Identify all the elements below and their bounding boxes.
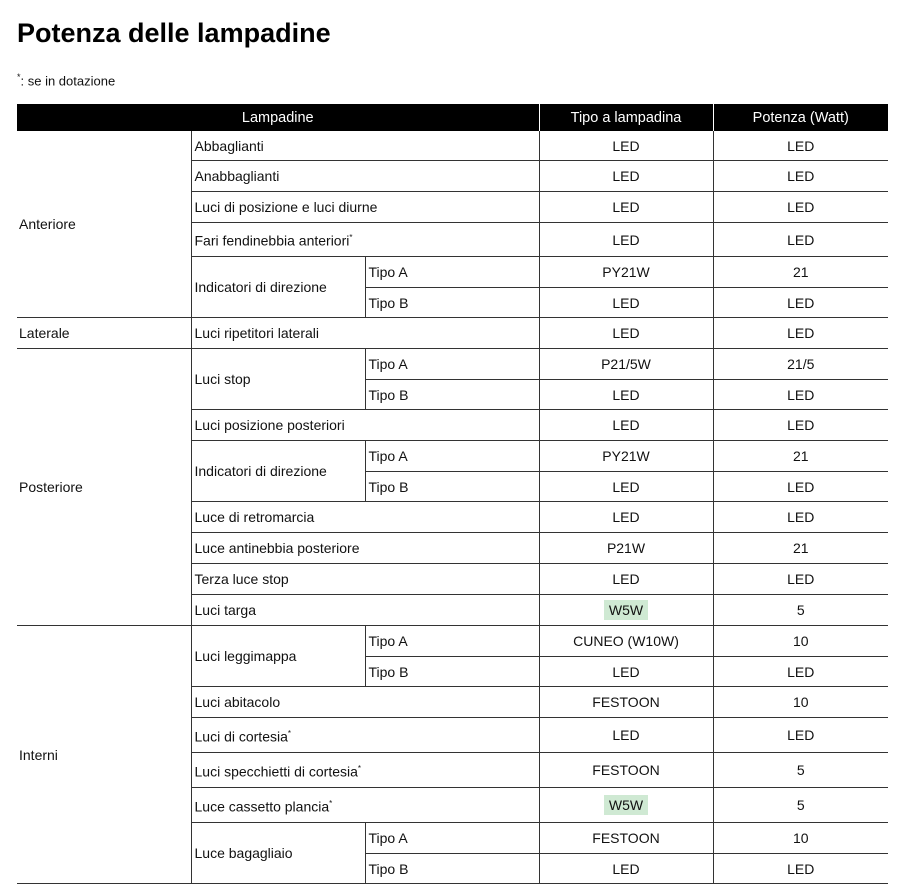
table-row (17, 318, 888, 349)
bulb-type-cell: PY21W (539, 441, 713, 472)
subtype-cell: Tipo A (365, 349, 539, 380)
bulb-type-cell: LED (539, 131, 713, 161)
highlight-mark: W5W (604, 795, 648, 815)
subtype-cell: Tipo A (365, 257, 539, 288)
item-cell: Luci ripetitori laterali (191, 318, 539, 349)
item-cell: Luci specchietti di cortesia* (191, 753, 539, 788)
bulb-type-cell: LED (539, 318, 713, 349)
item-cell: Luci di cortesia* (191, 718, 539, 753)
bulb-type-cell: LED (539, 657, 713, 687)
footnote (17, 68, 115, 90)
subtype-cell: Tipo B (365, 288, 539, 318)
header-lampadine: Lampadine (17, 104, 539, 131)
group-laterale: Laterale (17, 318, 191, 349)
bulb-type-cell: P21W (539, 533, 713, 564)
power-cell: 5 (713, 788, 888, 823)
table-row (17, 131, 888, 161)
power-cell: 5 (713, 753, 888, 788)
power-cell: LED (713, 131, 888, 161)
bulb-type-cell: LED (539, 192, 713, 223)
header-potenza: Potenza (Watt) (713, 104, 888, 131)
power-cell: LED (713, 657, 888, 687)
bulb-type-cell: LED (539, 223, 713, 257)
group-interni: Interni (17, 626, 191, 884)
power-cell: 21 (713, 441, 888, 472)
item-cell: Fari fendinebbia anteriori* (191, 223, 539, 257)
item-cell: Luce bagagliaio (191, 823, 365, 884)
power-cell: LED (713, 288, 888, 318)
item-cell: Luci stop (191, 349, 365, 410)
bulb-type-cell: CUNEO (W10W) (539, 626, 713, 657)
item-cell: Luce cassetto plancia* (191, 788, 539, 823)
power-cell: LED (713, 192, 888, 223)
bulb-type-cell: LED (539, 718, 713, 753)
table-row (17, 349, 888, 380)
item-cell: Luci posizione posteriori (191, 410, 539, 441)
subtype-cell: Tipo A (365, 823, 539, 854)
subtype-cell: Tipo B (365, 380, 539, 410)
power-cell: LED (713, 472, 888, 502)
bulb-power-table (17, 104, 888, 884)
power-cell: 10 (713, 626, 888, 657)
power-cell: 10 (713, 687, 888, 718)
page-title: Potenza delle lampadine (17, 18, 331, 48)
power-cell: LED (713, 223, 888, 257)
item-cell: Anabbaglianti (191, 161, 539, 192)
item-cell: Luce antinebbia posteriore (191, 533, 539, 564)
power-cell: LED (713, 718, 888, 753)
optional-marker: * (329, 798, 333, 808)
bulb-type-cell: FESTOON (539, 753, 713, 788)
power-cell: 10 (713, 823, 888, 854)
group-anteriore: Anteriore (17, 131, 191, 318)
header-tipo-lampadina: Tipo a lampadina (539, 104, 713, 131)
table-header-row (17, 104, 888, 131)
item-cell: Abbaglianti (191, 131, 539, 161)
item-cell: Luce di retromarcia (191, 502, 539, 533)
subtype-cell: Tipo B (365, 657, 539, 687)
bulb-type-cell: LED (539, 502, 713, 533)
power-cell: 5 (713, 595, 888, 626)
bulb-type-cell: LED (539, 161, 713, 192)
bulb-type-cell (539, 595, 713, 626)
group-posteriore: Posteriore (17, 349, 191, 626)
bulb-type-cell: P21/5W (539, 349, 713, 380)
item-cell: Luci di posizione e luci diurne (191, 192, 539, 223)
bulb-type-cell: FESTOON (539, 823, 713, 854)
power-cell: 21 (713, 257, 888, 288)
power-cell: LED (713, 564, 888, 595)
power-cell: LED (713, 410, 888, 441)
bulb-type-cell: PY21W (539, 257, 713, 288)
power-cell: LED (713, 161, 888, 192)
item-cell: Terza luce stop (191, 564, 539, 595)
bulb-type-cell: LED (539, 564, 713, 595)
optional-marker: * (349, 233, 353, 243)
bulb-type-cell: LED (539, 288, 713, 318)
bulb-type-cell: LED (539, 380, 713, 410)
power-cell: LED (713, 318, 888, 349)
highlight-mark: W5W (604, 600, 648, 620)
subtype-cell: Tipo A (365, 626, 539, 657)
subtype-cell: Tipo B (365, 854, 539, 884)
power-cell: LED (713, 854, 888, 884)
bulb-type-cell: LED (539, 472, 713, 502)
footnote-text: : se in dotazione (20, 73, 116, 89)
power-cell: 21/5 (713, 349, 888, 380)
power-cell: LED (713, 502, 888, 533)
bulb-type-cell: LED (539, 410, 713, 441)
bulb-type-cell: FESTOON (539, 687, 713, 718)
footnote-star: * (17, 72, 21, 82)
subtype-cell: Tipo A (365, 441, 539, 472)
item-cell: Luci leggimappa (191, 626, 365, 687)
power-cell: 21 (713, 533, 888, 564)
item-cell: Indicatori di direzione (191, 257, 365, 318)
optional-marker: * (357, 763, 362, 773)
bulb-type-cell: LED (539, 854, 713, 884)
item-cell: Luci targa (191, 595, 539, 626)
bulb-type-cell (539, 788, 713, 823)
optional-marker: * (287, 728, 292, 738)
power-cell: LED (713, 380, 888, 410)
item-cell: Luci abitacolo (191, 687, 539, 718)
table-row (17, 626, 888, 657)
item-cell: Indicatori di direzione (191, 441, 365, 502)
subtype-cell: Tipo B (365, 472, 539, 502)
